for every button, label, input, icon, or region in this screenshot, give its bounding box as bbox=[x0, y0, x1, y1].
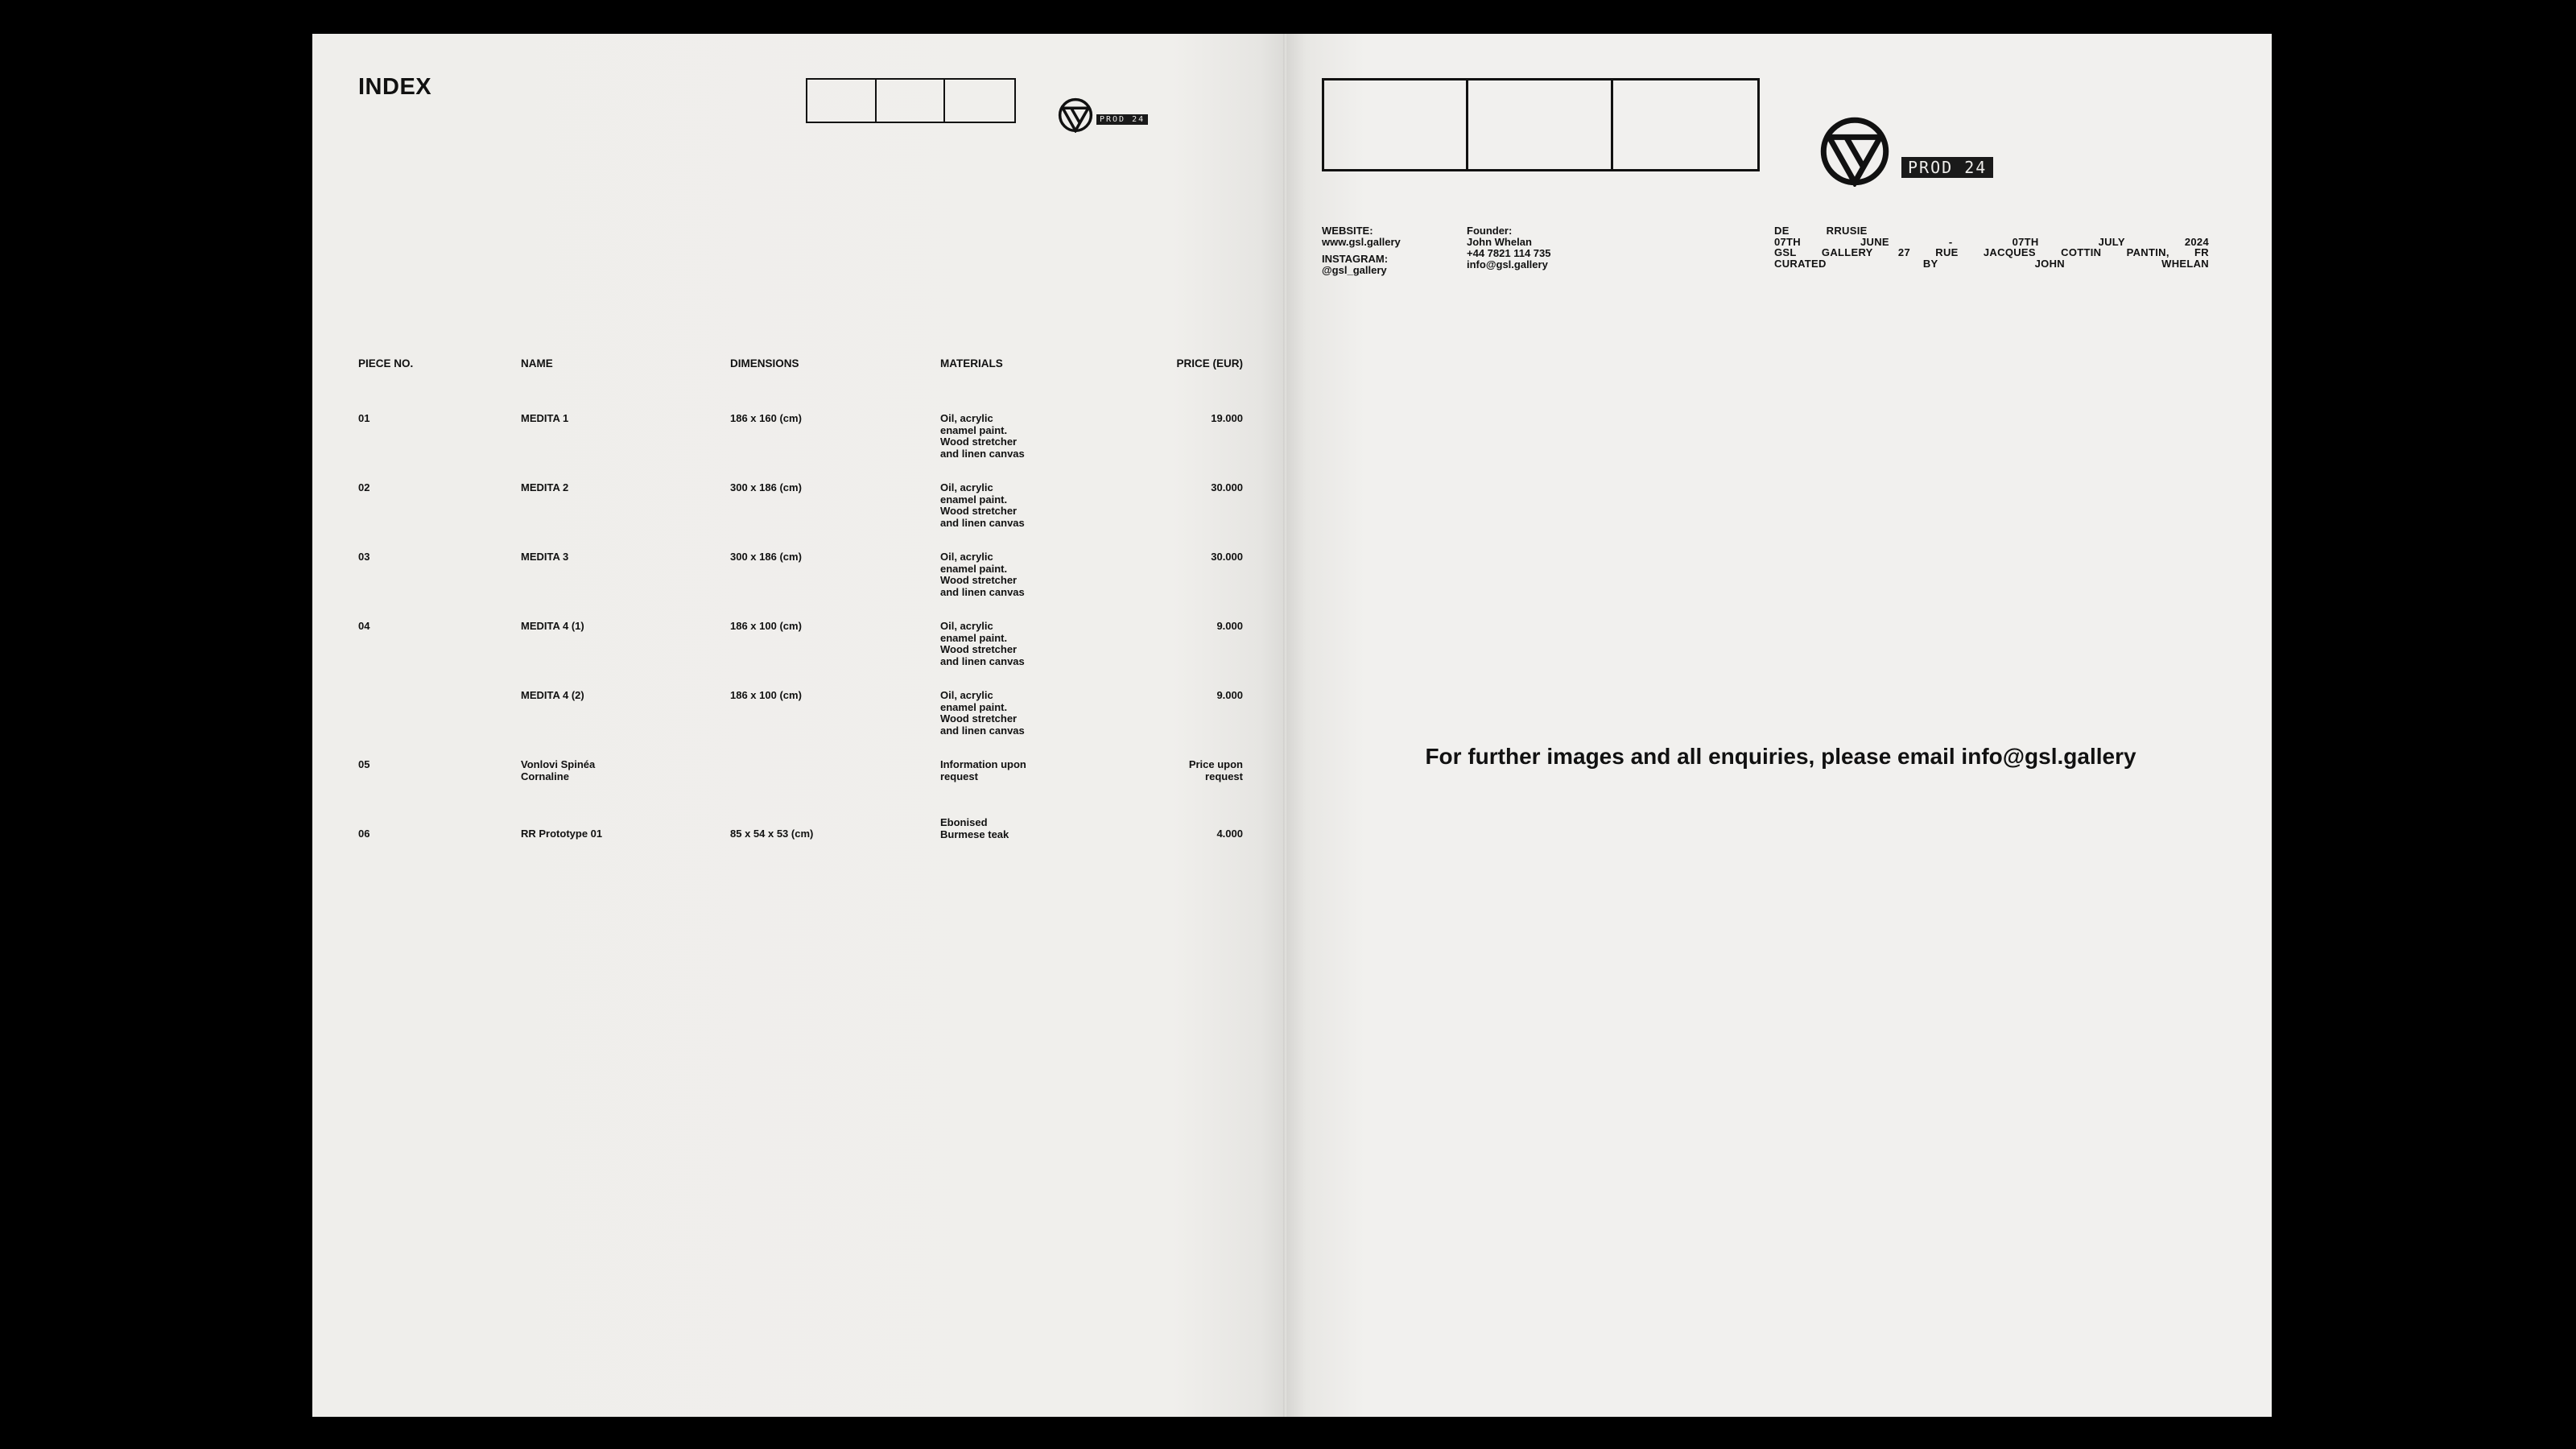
piece-dimensions: 300 x 186 (cm) bbox=[730, 551, 802, 563]
piece-name: RR Prototype 01 bbox=[521, 828, 603, 840]
piece-price: 30.000 bbox=[1211, 551, 1243, 563]
image-placeholder-strip bbox=[806, 78, 1016, 123]
founder-block bbox=[1467, 225, 1550, 270]
gallery-logo bbox=[1058, 97, 1148, 133]
image-placeholder-box bbox=[807, 80, 877, 122]
image-placeholder-strip bbox=[1322, 78, 1760, 171]
piece-name: MEDITA 1 bbox=[521, 412, 569, 424]
catalogue-spread bbox=[312, 34, 2272, 1417]
instagram-label: INSTAGRAM: bbox=[1322, 253, 1389, 265]
image-placeholder-box bbox=[945, 80, 1014, 122]
piece-price: 9.000 bbox=[1216, 620, 1243, 632]
piece-price: 4.000 bbox=[1216, 828, 1243, 840]
piece-number: 04 bbox=[358, 620, 370, 632]
piece-price: 30.000 bbox=[1211, 481, 1243, 493]
enquiry-message: For further images and all enquiries, please email info@gsl.gallery bbox=[1425, 744, 2136, 769]
piece-number: 06 bbox=[358, 828, 370, 840]
image-placeholder-box bbox=[1324, 80, 1468, 169]
piece-name: MEDITA 3 bbox=[521, 551, 569, 563]
piece-name: MEDITA 4 (1) bbox=[521, 620, 584, 632]
piece-dimensions: 186 x 100 (cm) bbox=[730, 620, 802, 632]
website-label: WEBSITE: bbox=[1322, 225, 1373, 237]
exhibition-address: GSL GALLERY 27 RUE JACQUES COTTIN PANTIN, FR bbox=[1774, 246, 2209, 259]
prod-label: PROD 24 bbox=[1096, 114, 1148, 125]
index-page bbox=[312, 34, 1290, 1417]
piece-number: 01 bbox=[358, 412, 370, 424]
piece-materials: Oil, acrylic enamel paint. Wood stretcher and linen canvas bbox=[940, 412, 1025, 460]
piece-price: Price upon request bbox=[1188, 758, 1243, 782]
page-title: INDEX bbox=[358, 74, 432, 100]
header-piece-no: PIECE NO. bbox=[358, 357, 414, 369]
piece-price: 19.000 bbox=[1211, 412, 1243, 424]
piece-dimensions: 186 x 160 (cm) bbox=[730, 412, 802, 424]
contact-page bbox=[1286, 34, 2272, 1417]
image-placeholder-box bbox=[1613, 80, 1757, 169]
exhibition-title: DE RRUSIE bbox=[1774, 225, 1868, 237]
image-placeholder-box bbox=[1468, 80, 1612, 169]
founder-name: John Whelan bbox=[1467, 236, 1532, 248]
piece-dimensions: 300 x 186 (cm) bbox=[730, 481, 802, 493]
gallery-logo-icon bbox=[1058, 97, 1093, 133]
header-dimensions: DIMENSIONS bbox=[730, 357, 799, 369]
piece-name: Vonlovi Spinéa Cornaline bbox=[521, 758, 596, 782]
piece-number: 02 bbox=[358, 481, 370, 493]
piece-name: MEDITA 4 (2) bbox=[521, 689, 584, 701]
piece-materials: Oil, acrylic enamel paint. Wood stretcher and linen canvas bbox=[940, 481, 1025, 529]
piece-materials: Information upon request bbox=[940, 758, 1026, 782]
email-link[interactable]: info@gsl.gallery bbox=[1467, 258, 1548, 270]
website-link[interactable]: www.gsl.gallery bbox=[1322, 236, 1401, 248]
founder-label: Founder: bbox=[1467, 225, 1513, 237]
prod-label: PROD 24 bbox=[1901, 157, 1993, 178]
instagram-handle[interactable]: @gsl_gallery bbox=[1322, 264, 1387, 276]
piece-materials: Ebonised Burmese teak bbox=[940, 816, 1009, 840]
piece-materials: Oil, acrylic enamel paint. Wood stretcher and linen canvas bbox=[940, 620, 1025, 667]
piece-dimensions: 186 x 100 (cm) bbox=[730, 689, 802, 701]
piece-dimensions: 85 x 54 x 53 (cm) bbox=[730, 828, 814, 840]
piece-price: 9.000 bbox=[1216, 689, 1243, 701]
piece-materials: Oil, acrylic enamel paint. Wood stretcher and linen canvas bbox=[940, 551, 1025, 598]
piece-materials: Oil, acrylic enamel paint. Wood stretcher and linen canvas bbox=[940, 689, 1025, 737]
header-materials: MATERIALS bbox=[940, 357, 1003, 369]
piece-name: MEDITA 2 bbox=[521, 481, 569, 493]
gallery-logo-icon bbox=[1819, 116, 1890, 187]
header-name: NAME bbox=[521, 357, 553, 369]
exhibition-curator: CURATED BY JOHN WHELAN bbox=[1774, 257, 2209, 270]
website-instagram-block bbox=[1322, 225, 1401, 276]
image-placeholder-box bbox=[877, 80, 946, 122]
piece-number: 05 bbox=[358, 758, 370, 770]
exhibition-details bbox=[1774, 225, 2209, 269]
piece-number: 03 bbox=[358, 551, 370, 563]
header-price: PRICE (EUR) bbox=[1176, 357, 1243, 369]
exhibition-dates: 07TH JUNE - 07TH JULY 2024 bbox=[1774, 235, 2209, 248]
gallery-logo bbox=[1819, 116, 1993, 187]
phone-number[interactable]: +44 7821 114 735 bbox=[1467, 247, 1551, 259]
